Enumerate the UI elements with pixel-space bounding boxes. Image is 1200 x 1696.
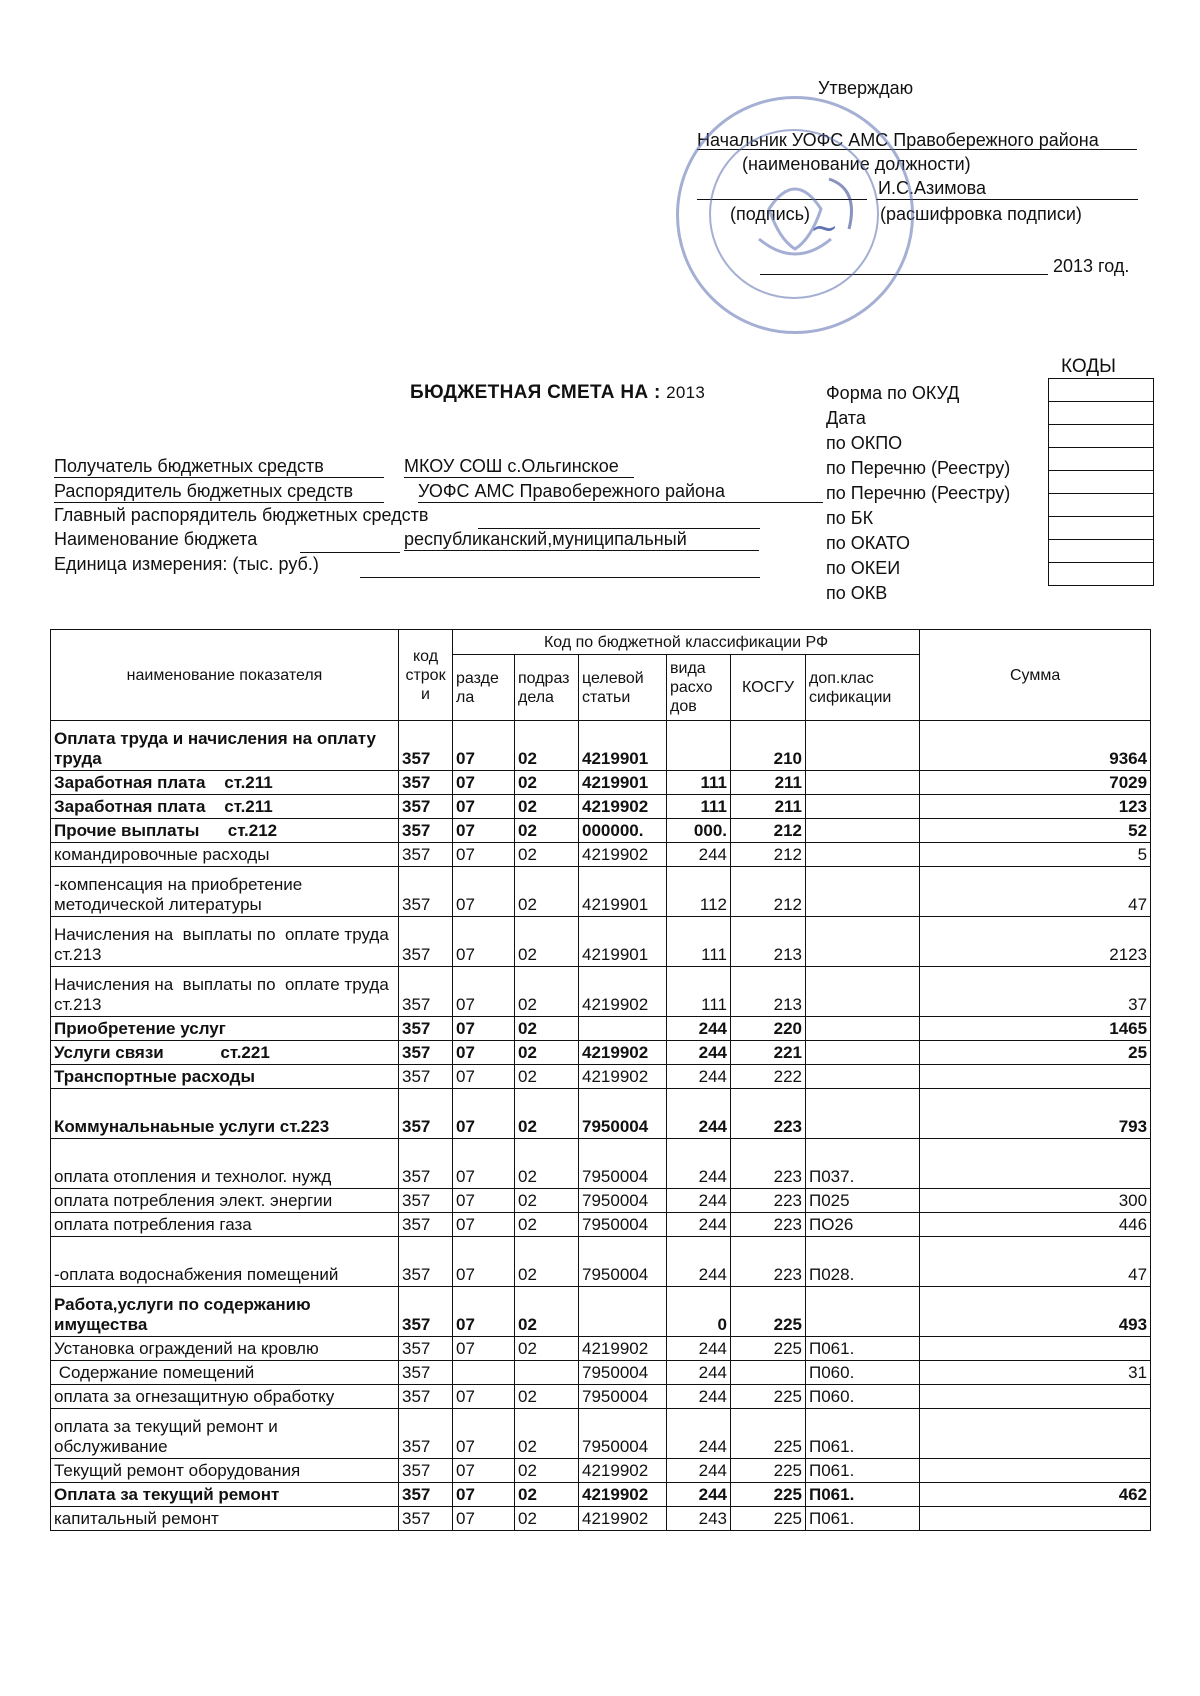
cell-code: 357 xyxy=(399,721,453,771)
approval-year: 2013 год. xyxy=(1053,256,1130,276)
cell-extra: П061. xyxy=(806,1337,920,1361)
cell-extra: П028. xyxy=(806,1237,920,1287)
cell-target: 7950004 xyxy=(579,1189,667,1213)
cell-name: Оплата за текущий ремонт xyxy=(51,1483,399,1507)
cell-subsection: 02 xyxy=(515,1041,579,1065)
form-item: по ОКПО xyxy=(826,433,903,453)
cell-sum: 493 xyxy=(920,1287,1151,1337)
cell-kosgu: 221 xyxy=(731,1041,806,1065)
cell-code: 357 xyxy=(399,1337,453,1361)
cell-subsection: 02 xyxy=(515,771,579,795)
cell-kosgu: 225 xyxy=(731,1483,806,1507)
chief-label: Главный распорядитель бюджетных средств xyxy=(54,505,429,525)
cell-subsection: 02 xyxy=(515,1483,579,1507)
table-row xyxy=(51,771,1151,795)
cell-subsection: 02 xyxy=(515,967,579,1017)
cell-extra xyxy=(806,967,920,1017)
table-body xyxy=(51,721,1151,1531)
cell-name: Услуги связи ст.221 xyxy=(51,1041,399,1065)
cell-code: 357 xyxy=(399,771,453,795)
cell-kind: 000. xyxy=(667,819,731,843)
cell-sum xyxy=(920,1507,1151,1531)
code-cell xyxy=(1049,448,1153,471)
cell-section: 07 xyxy=(453,1507,515,1531)
cell-code: 357 xyxy=(399,917,453,967)
form-item: по БК xyxy=(826,508,874,528)
cell-section: 07 xyxy=(453,1385,515,1409)
cell-extra xyxy=(806,1017,920,1041)
cell-sum: 2123 xyxy=(920,917,1151,967)
cell-sum xyxy=(920,1385,1151,1409)
cell-sum xyxy=(920,1337,1151,1361)
cell-sum: 5 xyxy=(920,843,1151,867)
cell-kind: 244 xyxy=(667,1017,731,1041)
cell-subsection: 02 xyxy=(515,1189,579,1213)
cell-kosgu: 212 xyxy=(731,843,806,867)
cell-extra: П061. xyxy=(806,1507,920,1531)
cell-section: 07 xyxy=(453,1459,515,1483)
table-row xyxy=(51,1409,1151,1459)
cell-target: 4219902 xyxy=(579,1065,667,1089)
cell-extra: П060. xyxy=(806,1361,920,1385)
cell-kosgu: 223 xyxy=(731,1237,806,1287)
cell-kind: 244 xyxy=(667,1361,731,1385)
cell-extra: П061. xyxy=(806,1459,920,1483)
cell-kind: 244 xyxy=(667,1089,731,1139)
cell-target: 7950004 xyxy=(579,1409,667,1459)
cell-kind: 244 xyxy=(667,1189,731,1213)
cell-kosgu: 225 xyxy=(731,1337,806,1361)
cell-code: 357 xyxy=(399,1483,453,1507)
cell-code: 357 xyxy=(399,1507,453,1531)
cell-name: Начисления на выплаты по оплате труда ст.213 xyxy=(51,917,399,967)
cell-kosgu xyxy=(731,1361,806,1385)
cell-name: оплата отопления и технолог. нужд xyxy=(51,1139,399,1189)
cell-target: 7950004 xyxy=(579,1213,667,1237)
cell-extra xyxy=(806,1041,920,1065)
budget-gap-underline xyxy=(300,552,400,553)
code-cell xyxy=(1049,402,1153,425)
cell-subsection: 02 xyxy=(515,1089,579,1139)
table-row xyxy=(51,1361,1151,1385)
cell-sum: 47 xyxy=(920,867,1151,917)
cell-target: 4219902 xyxy=(579,1483,667,1507)
unit-label: Единица измерения: (тыс. руб.) xyxy=(54,554,319,574)
cell-kosgu: 223 xyxy=(731,1213,806,1237)
cell-extra xyxy=(806,771,920,795)
cell-code: 357 xyxy=(399,1089,453,1139)
cell-kind: 244 xyxy=(667,1483,731,1507)
cell-name: Установка ограждений на кровлю xyxy=(51,1337,399,1361)
cell-section: 07 xyxy=(453,1041,515,1065)
cell-sum: 25 xyxy=(920,1041,1151,1065)
approver-name: И.С.Азимова xyxy=(878,178,987,198)
cell-code: 357 xyxy=(399,819,453,843)
cell-name: Заработная плата ст.211 xyxy=(51,795,399,819)
cell-target: 7950004 xyxy=(579,1237,667,1287)
cell-kind: 112 xyxy=(667,867,731,917)
header-section: разде ла xyxy=(453,655,515,721)
cell-kind: 244 xyxy=(667,1041,731,1065)
cell-section: 07 xyxy=(453,967,515,1017)
table-row xyxy=(51,795,1151,819)
cell-subsection: 02 xyxy=(515,1507,579,1531)
cell-extra: П061. xyxy=(806,1483,920,1507)
cell-target: 7950004 xyxy=(579,1385,667,1409)
form-item: Дата xyxy=(826,408,866,428)
cell-target: 4219901 xyxy=(579,867,667,917)
cell-code: 357 xyxy=(399,1409,453,1459)
cell-section: 07 xyxy=(453,771,515,795)
cell-extra: П025 xyxy=(806,1189,920,1213)
cell-section xyxy=(453,1361,515,1385)
cell-section: 07 xyxy=(453,917,515,967)
table-row xyxy=(51,1089,1151,1139)
cell-name: капитальный ремонт xyxy=(51,1507,399,1531)
cell-target: 4219901 xyxy=(579,771,667,795)
cell-name: Приобретение услуг xyxy=(51,1017,399,1041)
recipient-label: Получатель бюджетных средств xyxy=(54,456,384,478)
cell-subsection: 02 xyxy=(515,1385,579,1409)
table-row xyxy=(51,1459,1151,1483)
cell-sum: 52 xyxy=(920,819,1151,843)
cell-section: 07 xyxy=(453,1017,515,1041)
table-row xyxy=(51,1213,1151,1237)
header-group: Код по бюджетной классификации РФ xyxy=(453,630,920,655)
cell-subsection: 02 xyxy=(515,867,579,917)
cell-subsection: 02 xyxy=(515,1139,579,1189)
code-cell xyxy=(1049,517,1153,540)
codes-box xyxy=(1048,378,1154,586)
cell-target: 4219902 xyxy=(579,795,667,819)
cell-code: 357 xyxy=(399,967,453,1017)
header-kosgu: КОСГУ xyxy=(731,655,806,721)
cell-extra xyxy=(806,1089,920,1139)
code-cell xyxy=(1049,540,1153,563)
cell-target: 000000. xyxy=(579,819,667,843)
cell-target: 4219902 xyxy=(579,1459,667,1483)
cell-code: 357 xyxy=(399,1459,453,1483)
table-row xyxy=(51,1287,1151,1337)
cell-name: Коммунальнаьные услуги ст.223 xyxy=(51,1089,399,1139)
cell-sum: 793 xyxy=(920,1089,1151,1139)
header-extra: доп.клас сификации xyxy=(806,655,920,721)
budget-label: Наименование бюджета xyxy=(54,529,258,549)
cell-sum: 7029 xyxy=(920,771,1151,795)
table-row xyxy=(51,867,1151,917)
name-underline xyxy=(876,199,1138,200)
cell-kind: 244 xyxy=(667,1139,731,1189)
header-sum: Сумма xyxy=(920,630,1151,721)
cell-name: командировочные расходы xyxy=(51,843,399,867)
cell-subsection xyxy=(515,1361,579,1385)
cell-code: 357 xyxy=(399,867,453,917)
table-row xyxy=(51,721,1151,771)
cell-kind: 111 xyxy=(667,795,731,819)
cell-kind: 111 xyxy=(667,917,731,967)
cell-target xyxy=(579,1287,667,1337)
cell-kosgu: 225 xyxy=(731,1409,806,1459)
cell-section: 07 xyxy=(453,721,515,771)
cell-code: 357 xyxy=(399,1237,453,1287)
cell-extra xyxy=(806,819,920,843)
cell-extra: П060. xyxy=(806,1385,920,1409)
table-row xyxy=(51,1337,1151,1361)
cell-target: 7950004 xyxy=(579,1361,667,1385)
cell-name: оплата потребления газа xyxy=(51,1213,399,1237)
cell-sum: 47 xyxy=(920,1237,1151,1287)
cell-kosgu: 213 xyxy=(731,917,806,967)
cell-code: 357 xyxy=(399,843,453,867)
cell-section: 07 xyxy=(453,1213,515,1237)
cell-sum xyxy=(920,1409,1151,1459)
cell-target: 4219901 xyxy=(579,721,667,771)
cell-sum xyxy=(920,1459,1151,1483)
cell-extra xyxy=(806,721,920,771)
cell-extra xyxy=(806,917,920,967)
table-row xyxy=(51,1507,1151,1531)
cell-code: 357 xyxy=(399,1017,453,1041)
cell-kind: 0 xyxy=(667,1287,731,1337)
cell-subsection: 02 xyxy=(515,1409,579,1459)
cell-kind: 111 xyxy=(667,771,731,795)
form-item: по ОКЕИ xyxy=(826,558,901,578)
header-kind: вида расхо дов xyxy=(667,655,731,721)
recipient-value: МКОУ СОШ с.Ольгинское xyxy=(404,456,634,478)
cell-target: 4219902 xyxy=(579,967,667,1017)
cell-extra: ПО26 xyxy=(806,1213,920,1237)
header-code: код строк и xyxy=(399,630,453,721)
cell-sum xyxy=(920,1065,1151,1089)
cell-subsection: 02 xyxy=(515,1287,579,1337)
cell-subsection: 02 xyxy=(515,819,579,843)
table-row xyxy=(51,967,1151,1017)
cell-section: 07 xyxy=(453,1287,515,1337)
cell-subsection: 02 xyxy=(515,795,579,819)
table-row xyxy=(51,819,1151,843)
cell-kosgu: 225 xyxy=(731,1385,806,1409)
cell-subsection: 02 xyxy=(515,1213,579,1237)
budget-table xyxy=(50,629,1151,1531)
cell-sum: 37 xyxy=(920,967,1151,1017)
cell-kind: 244 xyxy=(667,1409,731,1459)
cell-target: 7950004 xyxy=(579,1139,667,1189)
cell-code: 357 xyxy=(399,1139,453,1189)
cell-section: 07 xyxy=(453,1089,515,1139)
cell-extra xyxy=(806,795,920,819)
cell-kosgu: 225 xyxy=(731,1459,806,1483)
cell-sum: 31 xyxy=(920,1361,1151,1385)
cell-subsection: 02 xyxy=(515,1065,579,1089)
cell-code: 357 xyxy=(399,795,453,819)
cell-kosgu: 210 xyxy=(731,721,806,771)
cell-kind: 111 xyxy=(667,967,731,1017)
cell-code: 357 xyxy=(399,1213,453,1237)
cell-sum xyxy=(920,1139,1151,1189)
codes-label: КОДЫ xyxy=(1061,356,1116,377)
stamp-emblem-icon xyxy=(679,99,911,331)
header-name: наименование показателя xyxy=(51,630,399,721)
cell-kosgu: 225 xyxy=(731,1507,806,1531)
cell-code: 357 xyxy=(399,1361,453,1385)
cell-extra xyxy=(806,867,920,917)
cell-subsection: 02 xyxy=(515,721,579,771)
cell-extra: П061. xyxy=(806,1409,920,1459)
cell-name: Начисления на выплаты по оплате труда ст.213 xyxy=(51,967,399,1017)
cell-sum: 123 xyxy=(920,795,1151,819)
form-item: Форма по ОКУД xyxy=(826,383,960,403)
budget-value: республиканский,муниципальный xyxy=(404,529,759,551)
cell-target: 4219902 xyxy=(579,843,667,867)
code-cell xyxy=(1049,379,1153,402)
cell-section: 07 xyxy=(453,1139,515,1189)
table-row xyxy=(51,1041,1151,1065)
cell-kosgu: 223 xyxy=(731,1089,806,1139)
cell-target: 7950004 xyxy=(579,1089,667,1139)
cell-target: 4219902 xyxy=(579,1041,667,1065)
unit-underline xyxy=(360,577,760,578)
form-item: по ОКВ xyxy=(826,583,888,603)
cell-name: Оплата труда и начисления на оплату труда xyxy=(51,721,399,771)
cell-kosgu: 223 xyxy=(731,1139,806,1189)
cell-name: Заработная плата ст.211 xyxy=(51,771,399,795)
cell-kind: 244 xyxy=(667,1213,731,1237)
cell-subsection: 02 xyxy=(515,917,579,967)
table-row xyxy=(51,1017,1151,1041)
cell-extra xyxy=(806,1065,920,1089)
cell-name: оплата за огнезащитную обработку xyxy=(51,1385,399,1409)
cell-code: 357 xyxy=(399,1041,453,1065)
cell-target: 4219902 xyxy=(579,1507,667,1531)
cell-name: Текущий ремонт оборудования xyxy=(51,1459,399,1483)
cell-kind: 244 xyxy=(667,1459,731,1483)
cell-section: 07 xyxy=(453,1189,515,1213)
table-row xyxy=(51,1385,1151,1409)
cell-extra xyxy=(806,843,920,867)
table-row xyxy=(51,1189,1151,1213)
cell-code: 357 xyxy=(399,1287,453,1337)
cell-code: 357 xyxy=(399,1385,453,1409)
cell-kosgu: 211 xyxy=(731,795,806,819)
cell-kosgu: 223 xyxy=(731,1189,806,1213)
code-cell xyxy=(1049,471,1153,494)
cell-name: Содержание помещений xyxy=(51,1361,399,1385)
cell-name: -компенсация на приобретение методической литературы xyxy=(51,867,399,917)
cell-name: -оплата водоснабжения помещений xyxy=(51,1237,399,1287)
cell-name: Транспортные расходы xyxy=(51,1065,399,1089)
signature-caption: (подпись) xyxy=(730,204,811,224)
cell-target xyxy=(579,1017,667,1041)
approver-position: Начальник УОФС АМС Правобережного района xyxy=(697,130,1099,150)
cell-name: Работа,услуги по содержанию имущества xyxy=(51,1287,399,1337)
table-row xyxy=(51,843,1151,867)
header-subsection: подраз дела xyxy=(515,655,579,721)
cell-name: Прочие выплаты ст.212 xyxy=(51,819,399,843)
cell-kosgu: 211 xyxy=(731,771,806,795)
cell-extra: П037. xyxy=(806,1139,920,1189)
cell-kosgu: 220 xyxy=(731,1017,806,1041)
cell-subsection: 02 xyxy=(515,1459,579,1483)
form-item: по Перечню (Реестру) xyxy=(826,458,1011,478)
cell-target: 4219901 xyxy=(579,917,667,967)
signature-scribble: ~ xyxy=(810,208,839,248)
position-caption: (наименование должности) xyxy=(742,154,971,174)
header-target: целевой статьи xyxy=(579,655,667,721)
official-stamp xyxy=(676,96,914,334)
manager-label: Распорядитель бюджетных средств xyxy=(54,481,384,503)
cell-section: 07 xyxy=(453,843,515,867)
cell-name: оплата потребления элект. энергии xyxy=(51,1189,399,1213)
cell-sum: 9364 xyxy=(920,721,1151,771)
form-item: по Перечню (Реестру) xyxy=(826,483,1011,503)
forms-list xyxy=(826,381,1010,606)
cell-code: 357 xyxy=(399,1065,453,1089)
cell-kosgu: 222 xyxy=(731,1065,806,1089)
cell-subsection: 02 xyxy=(515,1017,579,1041)
cell-kind: 244 xyxy=(667,843,731,867)
code-cell xyxy=(1049,494,1153,517)
cell-section: 07 xyxy=(453,1337,515,1361)
table-row xyxy=(51,1483,1151,1507)
table-row xyxy=(51,917,1151,967)
cell-section: 07 xyxy=(453,1409,515,1459)
cell-name: оплата за текущий ремонт и обслуживание xyxy=(51,1409,399,1459)
cell-sum: 446 xyxy=(920,1213,1151,1237)
cell-kosgu: 212 xyxy=(731,867,806,917)
cell-subsection: 02 xyxy=(515,1237,579,1287)
decode-caption: (расшифровка подписи) xyxy=(880,204,1082,224)
cell-section: 07 xyxy=(453,867,515,917)
cell-sum: 1465 xyxy=(920,1017,1151,1041)
cell-sum: 462 xyxy=(920,1483,1151,1507)
cell-section: 07 xyxy=(453,1237,515,1287)
cell-subsection: 02 xyxy=(515,1337,579,1361)
page-title: БЮДЖЕТНАЯ СМЕТА НА : xyxy=(410,382,661,403)
cell-section: 07 xyxy=(453,819,515,843)
cell-kind: 244 xyxy=(667,1337,731,1361)
code-cell xyxy=(1049,563,1153,585)
cell-kosgu: 213 xyxy=(731,967,806,1017)
cell-kind: 244 xyxy=(667,1237,731,1287)
table-row xyxy=(51,1065,1151,1089)
code-cell xyxy=(1049,425,1153,448)
cell-sum: 300 xyxy=(920,1189,1151,1213)
cell-kosgu: 212 xyxy=(731,819,806,843)
cell-kind xyxy=(667,721,731,771)
form-item: по ОКАТО xyxy=(826,533,911,553)
cell-code: 357 xyxy=(399,1189,453,1213)
cell-kind: 244 xyxy=(667,1065,731,1089)
cell-subsection: 02 xyxy=(515,843,579,867)
table-row xyxy=(51,1139,1151,1189)
cell-target: 4219902 xyxy=(579,1337,667,1361)
cell-kosgu: 225 xyxy=(731,1287,806,1337)
cell-kind: 244 xyxy=(667,1385,731,1409)
cell-section: 07 xyxy=(453,1065,515,1089)
cell-section: 07 xyxy=(453,795,515,819)
table-row xyxy=(51,1237,1151,1287)
approve-label: Утверждаю xyxy=(818,78,914,98)
cell-extra xyxy=(806,1287,920,1337)
cell-section: 07 xyxy=(453,1483,515,1507)
manager-value: УОФС АМС Правобережного района xyxy=(418,481,823,503)
cell-kind: 243 xyxy=(667,1507,731,1531)
title-year: 2013 xyxy=(666,383,706,402)
